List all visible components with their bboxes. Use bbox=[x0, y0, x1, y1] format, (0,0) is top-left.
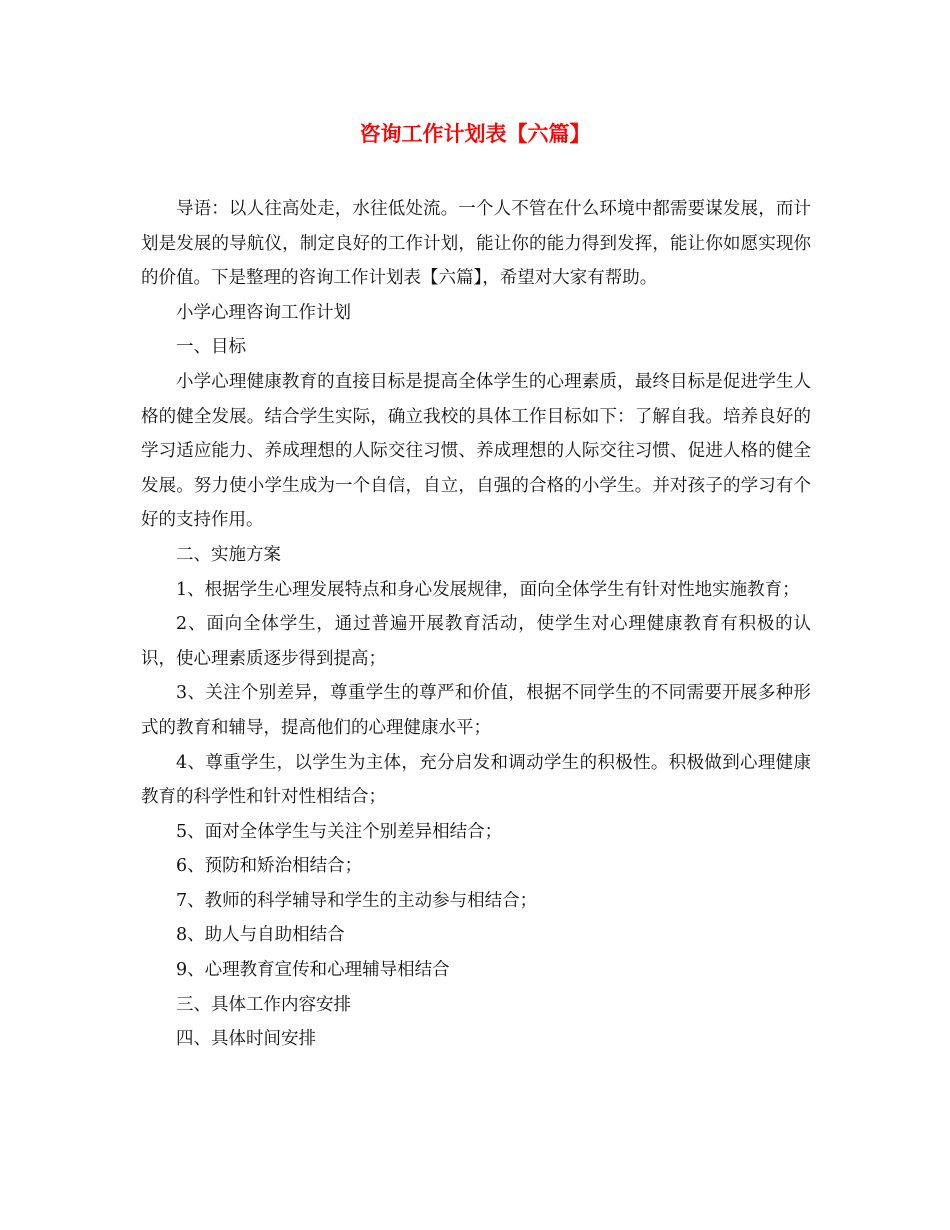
list-item: 5、面对全体学生与关注个别差异相结合； bbox=[176, 821, 503, 842]
section-heading-implementation: 二、实施方案 bbox=[176, 544, 281, 565]
intro-paragraph: 导语：以人往高处走，水往低处流。一个人不管在什么环境中都需要谋发展，而计划是发展的导航仪，制定良好的工作计划，能让你的能力得到发挥，能让你如愿实现你的价值。下是整理的咨询工作计划表【六篇】，希望对大家有帮助。 bbox=[141, 199, 811, 289]
list-item: 8、助人与自助相结合 bbox=[176, 925, 345, 946]
goal-paragraph: 小学心理健康教育的直接目标是提高全体学生的心理素质，最终目标是促进学生人格的健全发展。结合学生实际，确立我校的具体工作目标如下：了解自我。培养良好的学习适应能力、养成理想的人际交往习惯、养成理想的人际交往习惯、促进人格的健全发展。努力使小学生成为一个自信，自立，自强的合格的小学生。并对孩子的学习有个好的支持作用。 bbox=[141, 371, 811, 531]
section-heading-content: 三、具体工作内容安排 bbox=[176, 994, 351, 1015]
section-heading-schedule: 四、具体时间安排 bbox=[176, 1029, 316, 1050]
list-item: 4、尊重学生，以学生为主体，充分启发和调动学生的积极性。积极做到心理健康教育的科学性和针对性相结合； bbox=[141, 752, 811, 808]
document-body bbox=[141, 192, 811, 1057]
list-item: 3、关注个别差异，尊重学生的尊严和价值，根据不同学生的不同需要开展多种形式的教育和辅导，提高他们的心理健康水平； bbox=[141, 683, 811, 738]
list-item: 6、预防和矫治相结合； bbox=[176, 856, 363, 877]
section-heading-goal: 一、目标 bbox=[176, 337, 246, 358]
list-item: 9、心理教育宣传和心理辅导相结合 bbox=[176, 960, 450, 981]
section-heading-plan: 小学心理咨询工作计划 bbox=[176, 302, 351, 323]
list-item: 2、面向全体学生，通过普遍开展教育活动，使学生对心理健康教育有积极的认识，使心理素质逐步得到提高； bbox=[141, 614, 811, 669]
document-title: 咨询工作计划表【六篇】 bbox=[359, 121, 591, 146]
list-item: 7、教师的科学辅导和学生的主动参与相结合； bbox=[176, 890, 538, 911]
list-item: 1、根据学生心理发展特点和身心发展规律，面向全体学生有针对性地实施教育； bbox=[176, 579, 800, 600]
